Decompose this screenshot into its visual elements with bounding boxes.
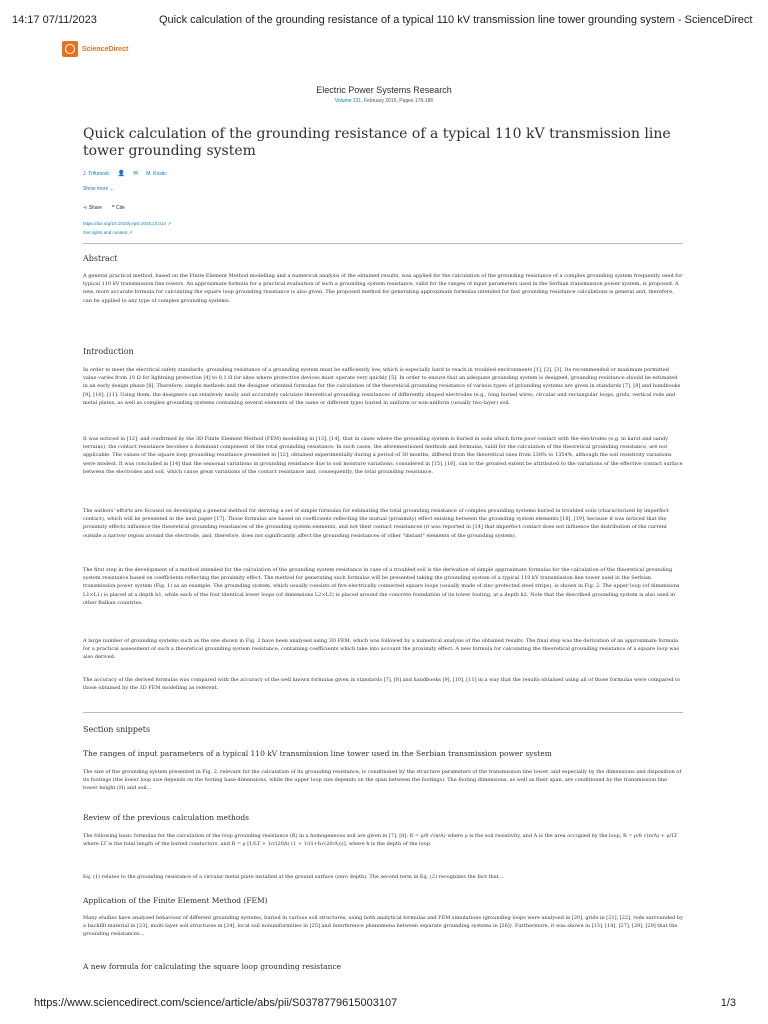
elsevier-logo-icon (62, 41, 78, 57)
article-actions (83, 205, 125, 211)
author-list (83, 170, 167, 177)
introduction-heading: Introduction (83, 347, 134, 356)
article-title: Quick calculation of the grounding resistance of a typical 110 kV transmission line tower grounding system (83, 126, 671, 159)
share-label: Share (88, 205, 102, 211)
chevron-down-icon: ⌄ (109, 186, 114, 192)
abstract-text: A general practical method, based on the Finite Element Method modelling and a numerical analysis of the obtained results, was applied for the calculation of the grounding resistance of a complex grounding system frequently used for typical 110 kV transmission line towers. An approximate formula for a practical evaluation of such a grounding system resistance, valid for the ranges of input parameters used in the Serbian transmission power system, is proposed. A new, more accurate formula for calculating the square loop grounding resistance is also given. The proposed method for generating approximate formulas intended for fast grounding resistance calculations is general and, therefore, can be applied to any type of complex grounding systems. (83, 273, 683, 304)
sciencedirect-logo[interactable] (62, 41, 128, 57)
intro-paragraph: It was noticed in [12], and confirmed by the 3D Finite Element Method (FEM) modelling in [13], [14], that in cases where the grounding system is buried in soils which form poor contact with the electrodes (e.g. in karst and sandy terrains), the contact resistance becomes a dominant component of the total grounding resistance. In such cases, the aforementioned methods and formulas, valid for the calculation of the theoretical grounding resistance, are not applicable. The values of the square loop grounding resistance presented in [12], obtained experimentally during a period of 30 months, differed from the theoretical ones from 238% to 1354%, although the soil resistivity variations were modest. It was concluded in [14] that the seasonal variations in grounding resistance due to soil moisture variations, considered in [15], [16], can to the greatest extent be attributed to the variations of the effective contact surface between the electrodes and soil, which cause great variations of the contact resistance and, consequently, the total grounding resistance. (83, 436, 683, 475)
external-link-icon: ↗ (167, 221, 172, 226)
author-link[interactable]: M. Kostic (146, 170, 167, 177)
doi-text: https://doi.org/10.1016/j.epsr.2015.10.014 (83, 221, 167, 226)
snippet-heading[interactable]: A new formula for calculating the square loop grounding resistance (83, 962, 342, 971)
snippet-text: The size of the grounding system presented in Fig. 2, relevant for the calculation of its grounding resistance, is conditioned by the structure parameters of the transmission line tower, and especially by the dimensions and disposition of its footings (the lower loop size depends on the footing base dimensions, while the upper loop size depends on the span between the footings). The footing dimensions, as well as their span, are conditioned by the transmission line tower height (H) and soil… (83, 769, 682, 792)
intro-paragraph: A large number of grounding systems such as the one shown in Fig. 2 have been analysed using 3D FEM, which was followed by a numerical analysis of the obtained results. The final step was the derivation of an approximate formula for a practical assessment of such a theoretical grounding system resistance, containing coefficients which take into account the proximity effect. A new formula for calculating the theoretical grounding resistance of a square loop was also derived. (83, 638, 680, 661)
intro-paragraph: The accuracy of the derived formulas was compared with the accuracy of the well known formulas given in standards [7], [8] and handbooks [9], [10], [11] in a way that the results obtained using all of those formulas were compared to those obtained by the 3D FEM modelling as referent. (83, 677, 681, 692)
share-button[interactable] (83, 205, 102, 211)
abstract-heading: Abstract (83, 254, 118, 263)
intro-paragraph: The first step in the development of a method intended for the calculation of the grounding system resistance in case of a troubled soil is the derivation of simple approximate formulas for the calculation of the theoretical grounding system resistance based on coefficients reflecting the proximity effect. The method for generating such formulas will be presented taking the grounding system of a typical 110 kV transmission line tower used in the Serbian transmission power system (Fig. 1) as an example. The grounding system, which usually consists of five electrically connected square loops (usually made of zinc-protected steel strips), is shown in Fig. 2. The upper loop (of dimensions L1×L1) is placed at a depth h1, while each of the four identical lower loops (of dimensions L2×L2) is placed around the concrete foundation of its tower footing, at a depth h2. Note that the described grounding system is also used in other Balkan countries. (83, 567, 680, 606)
rights-text: Get rights and content (83, 230, 128, 235)
person-icon[interactable]: 👤 (117, 171, 126, 177)
journal-meta (0, 98, 768, 104)
email-icon[interactable]: ✉ (133, 171, 139, 177)
print-timestamp: 14:17 07/11/2023 (12, 14, 97, 26)
intro-paragraph: The authors' efforts are focused on developing a general method for deriving a set of simple formulas for estimating the total grounding resistance of complex grounding systems buried in troubled soils (characterized by imperfect contact), which will be presented in the next paper [17]. Those formulas are based on coefficients reflecting the mutual (proximity) effect existing between the grounding system elements [18], [19], because it was noticed that the proximity effects influence the theoretical grounding resistances of the grounding system elements, and not their contact resistances (it was reported in [14] that imperfect contact does not influence the distribution of the current outside a narrow region around the electrode, and, therefore, does not significantly affect the grounding resistances of other "distant" elements of the grounding system). (83, 508, 669, 539)
snippet-heading[interactable]: Review of the previous calculation methods (83, 813, 250, 822)
volume-link[interactable]: Volume 131 (334, 98, 362, 104)
external-link-icon: ↗ (128, 230, 133, 235)
snippet-heading[interactable]: Application of the Finite Element Method (FEM) (83, 896, 268, 905)
brand-name: ScienceDirect (82, 45, 129, 53)
snippet-text: Many studies have analysed behaviour of different grounding systems, buried in various soil structures, using both analytical formulas and FEM simulations (grounding loops were analysed in [20], grids in [21], [22], rods surrounded by a backfill material in [23], multi-layer soil structures in [24], local soil nonuniformities in [25] and interference phenomena between separate grounding systems in [26]). Furthermore, it was shown in [13], [14], [27], [28], [29] that the grounding resistances… (83, 915, 683, 938)
quote-icon: ❞ (111, 205, 115, 211)
journal-name[interactable]: Electric Power Systems Research (316, 85, 452, 95)
print-page-number: 1/3 (720, 997, 736, 1009)
cite-label: Cite (116, 205, 125, 211)
share-icon: ⋖ (83, 205, 88, 211)
print-url: https://www.sciencedirect.com/science/article/abs/pii/S0378779615003107 (34, 997, 398, 1009)
snippet-text: Eq. (1) relates to the grounding resistance of a circular metal plate installed at the ground surface (zero depth). The second term in Eq. (2) recognizes the fact that… (83, 874, 504, 880)
issue-details: , February 2016, Pages 178-186 (361, 98, 434, 104)
intro-paragraph: In order to meet the electrical safety standards, grounding resistance of a grounding system must be sufficiently low, which is especially hard to reach in troubled environments [1], [2], [3]. Its recommended or maximum permitted value varies from 10 Ω for lightning protection [4] to 0.1 Ω for sites where protective devices must operate very quickly [5]. In order to ensure that an adequate grounding system is designed, grounding resistance should be estimated in an early design phase [6]. Therefore, simple methods and the designer oriented formulas for the calculation of the theoretical grounding resistance of various types of grounding systems are given in standards [7], [8] and handbooks [9], [10], [11]. Using them, the designers can relatively easily and accurately calculate theoretical grounding resistances of differently shaped electrodes (e.g., long buried wires, circular and rectangular loops, grids, vertical rods and metal plates, as well as complex grounding systems containing several elements of the same or different type) buried in uniform or non-uniform (usually two-layer) soil. (83, 367, 681, 406)
cite-button[interactable] (112, 205, 125, 211)
rights-link[interactable] (83, 228, 171, 237)
article-links (83, 219, 171, 237)
divider (83, 712, 683, 713)
snippet-text: The following basic formulas for the calculation of the loop grounding resistance (R) in a homogeneous soil are given in [7], [8]: R = ρ/8 √(π/A) where ρ is the soil resistivity, and A is the area occupied by the loop, R = ρ/8 √(π/A) + ρ/LT where LT is the total length of the buried conductors, and R = ρ [1/LT + 1/√(20A) (1 + 1/(1+h√(20/A)))], where h is the depth of the loop. (83, 833, 678, 848)
section-snippets-heading: Section snippets (83, 725, 151, 734)
journal-header (0, 85, 768, 104)
show-more-label: Show more (83, 186, 109, 192)
snippet-heading[interactable]: The ranges of input parameters of a typical 110 kV transmission line tower used in the Serbian transmission power system (83, 749, 552, 758)
doi-link[interactable] (83, 219, 171, 228)
print-page-title: Quick calculation of the grounding resistance of a typical 110 kV transmission line tower grounding system - ScienceDirect (159, 14, 753, 26)
divider (83, 243, 683, 244)
show-more-button[interactable] (83, 186, 114, 192)
author-link[interactable]: J. Trifunovic (83, 170, 110, 177)
